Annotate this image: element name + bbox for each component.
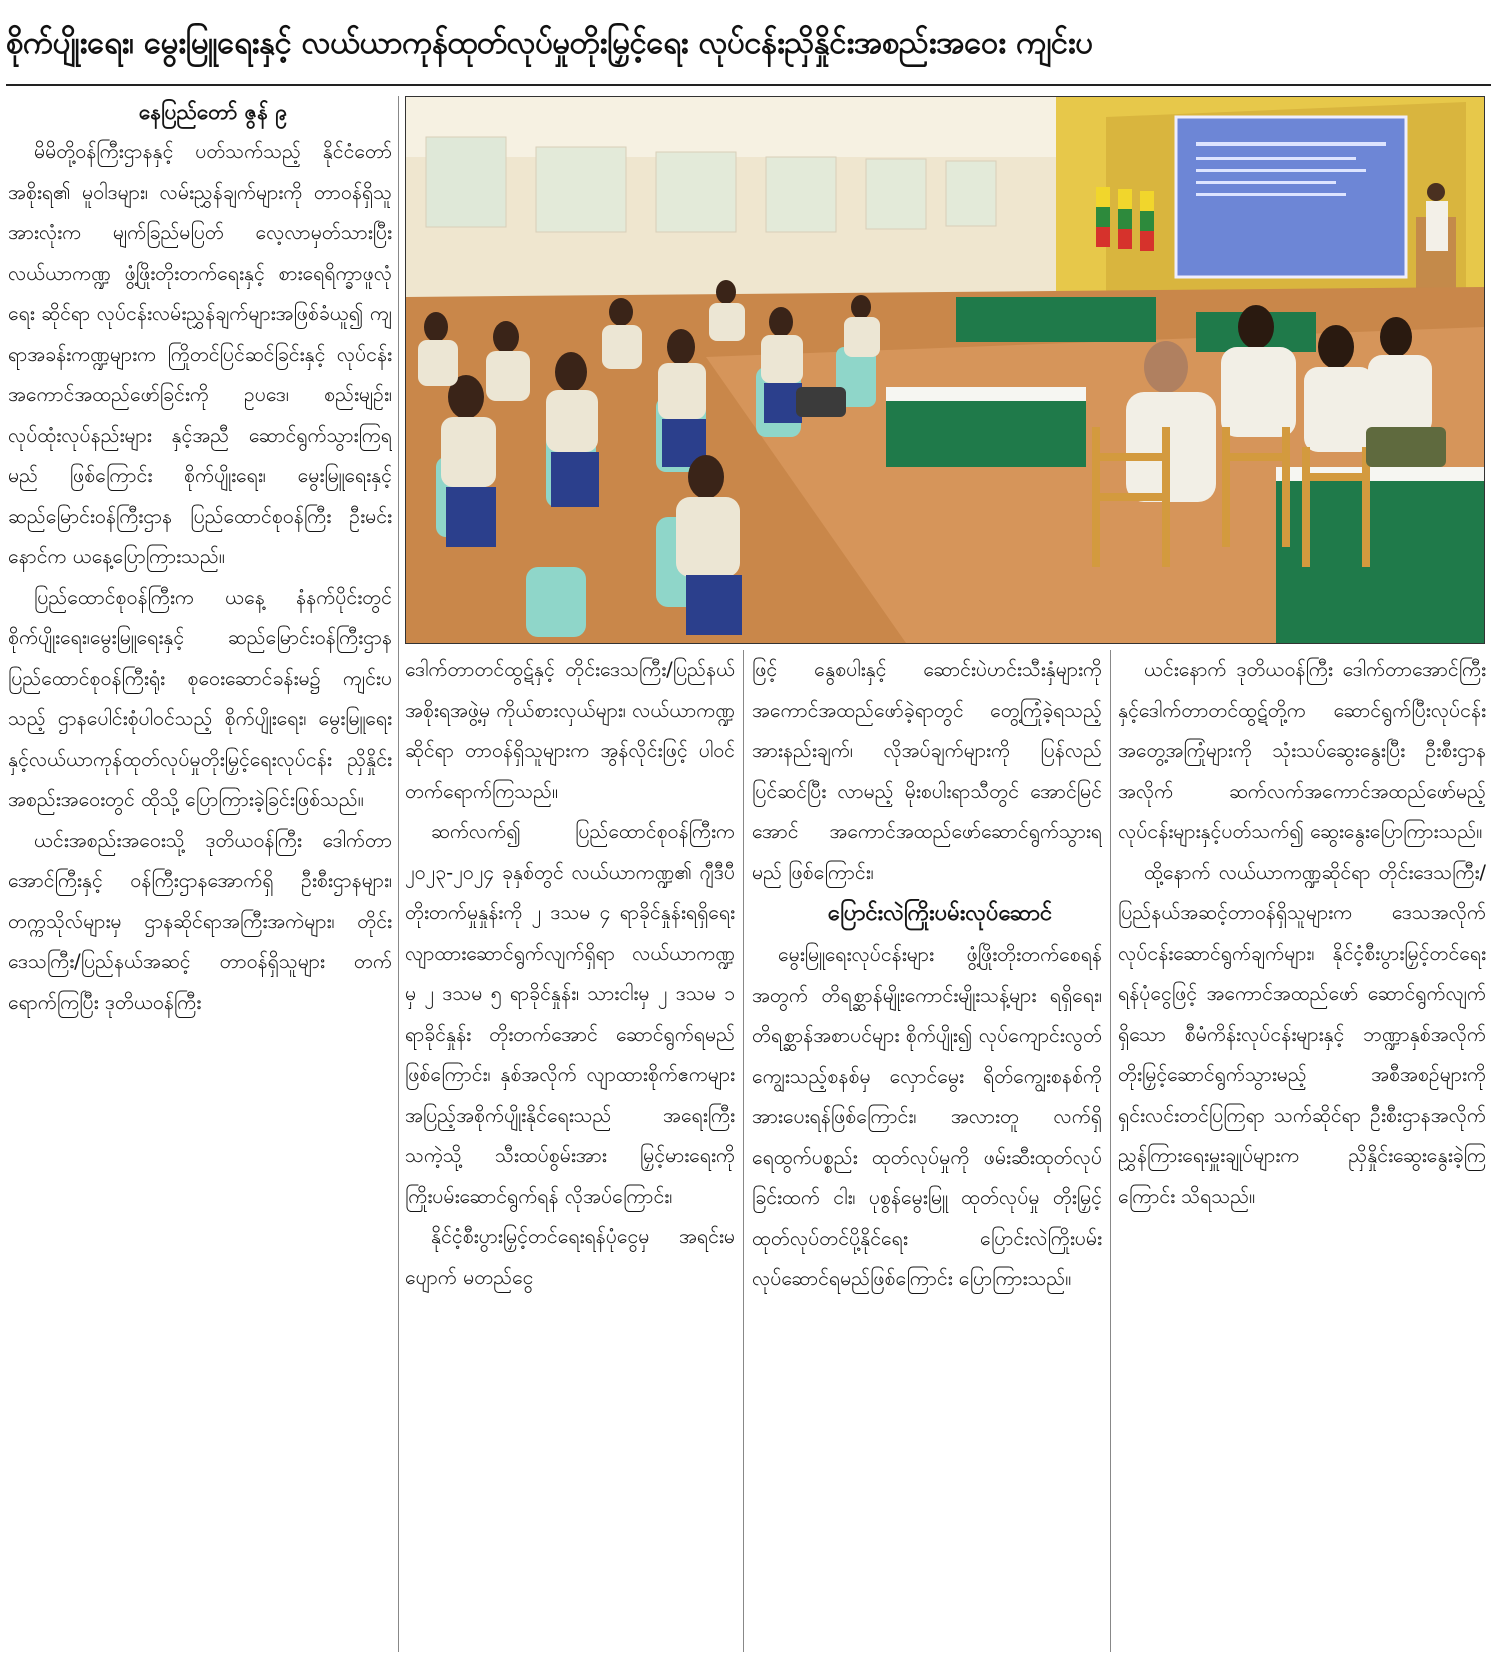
projection-screen	[1176, 117, 1406, 277]
paragraph: ယင်းအစည်းအဝေးသို့ ဒုတိယဝန်ကြီး ဒေါက်တာအောင်ကြီးနှင့် ဝန်ကြီးဌာနအောက်ရှိ ဦးစီးဌာနများ၊ တက္ကသိုလ်များမှ ဌာနဆိုင်ရာအကြီးအကဲများ၊ တိုင်းဒေသကြီး/ပြည်နယ်အဆင့် တာဝန်ရှိသူများ တက်ရောက်ကြပြီး ဒုတိယဝန်ကြီး	[8, 828, 392, 1014]
column-divider	[743, 650, 744, 1652]
meeting-hall-illustration	[406, 97, 1484, 643]
headline-rule	[6, 84, 1491, 86]
article-column-3	[752, 650, 1102, 1652]
paragraph: ဒေါက်တာတင်ထွဋ်နှင့် တိုင်းဒေသကြီး/ပြည်နယ် အစိုးရအဖွဲ့မှ ကိုယ်စားလှယ်များ၊ လယ်ယာကဏ္ဍဆိုင်ရာ တာဝန်ရှိသူများက အွန်လိုင်းဖြင့် ပါဝင်တက်ရောက်ကြသည်။	[405, 658, 735, 803]
column-divider	[1110, 650, 1111, 1652]
front-table	[886, 397, 1086, 467]
paragraph: ယင်းနောက် ဒုတိယဝန်ကြီး ဒေါက်တာအောင်ကြီးနှင့်ဒေါက်တာတင်ထွဋ်တို့က ဆောင်ရွက်ပြီးလုပ်ငန်းအတွေ့အကြုံများကို သုံးသပ်ဆွေးနွေးပြီး ဦးစီးဌာနအလိုက် ဆက်လက်အကောင်အထည်ဖော်မည့် လုပ်ငန်းများနှင့်ပတ်သက်၍ ဆွေးနွေးပြောကြားသည်။	[1118, 658, 1486, 843]
paragraph: ထို့နောက် လယ်ယာကဏ္ဍဆိုင်ရာ တိုင်းဒေသကြီး/ပြည်နယ်အဆင့်တာဝန်ရှိသူများက ဒေသအလိုက် လုပ်ငန်းဆောင်ရွက်ချက်များ၊ နိုင်ငံ့စီးပွားမြှင့်တင်ရေးရန်ပုံငွေဖြင့် အကောင်အထည်ဖော် ဆောင်ရွက်လျက်ရှိသော စီမံကိန်းလုပ်ငန်းများနှင့် ဘဏ္ဍာနှစ်အလိုက် တိုးမြှင့်ဆောင်ရွက်သွားမည့် အစီအစဉ်များကို ရှင်းလင်းတင်ပြကြရာ သက်ဆိုင်ရာ ဦးစီးဌာနအလိုက် ညွှန်ကြားရေးမှူးချုပ်များက ညှိနှိုင်းဆွေးနွေးခဲ့ကြကြောင်း သိရသည်။	[1118, 860, 1486, 1208]
column-divider	[398, 96, 399, 1652]
paragraph: မိမိတို့ဝန်ကြီးဌာနနှင့် ပတ်သက်သည့် နိုင်ငံတော်အစိုးရ၏ မူဝါဒများ၊ လမ်းညွှန်ချက်များကို တာဝန်ရှိသူအားလုံးက မျက်ခြည်မပြတ် လေ့လာမှတ်သားပြီး လယ်ယာကဏ္ဍ ဖွံ့ဖြိုးတိုးတက်ရေးနှင့် စားရေရိက္ခာဖူလုံရေး ဆိုင်ရာ လုပ်ငန်းလမ်းညွှန်ချက်များအဖြစ်ခံယူ၍ ကျရာအခန်းကဏ္ဍများက ကြိုတင်ပြင်ဆင်ခြင်းနှင့် လုပ်ငန်းအကောင်အထည်ဖော်ခြင်းကို ဥပဒေ၊ စည်းမျဉ်း၊ လုပ်ထုံးလုပ်နည်းများ နှင့်အညီ ဆောင်ရွက်သွားကြရမည် ဖြစ်ကြောင်း စိုက်ပျိုးရေး၊ မွေးမြူရေးနှင့် ဆည်မြောင်းဝန်ကြီးဌာန ပြည်ထောင်စုဝန်ကြီး ဦးမင်းနောင်က ယနေ့ပြောကြားသည်။	[8, 140, 392, 568]
article-column-1	[8, 92, 392, 1652]
article-headline: စိုက်ပျိုးရေး၊ မွေးမြူရေးနှင့် လယ်ယာကုန်ထုတ်လုပ်မှုတိုးမြှင့်ရေး လုပ်ငန်းညှိနှိုင်းအစည်းအဝေး ကျင်းပ	[6, 25, 1093, 61]
paragraph: မွေးမြူရေးလုပ်ငန်းများ ဖွံ့ဖြိုးတိုးတက်စေရန်အတွက် တိရစ္ဆာန်မျိုးကောင်းမျိုးသန့်များ ရရှိရေး၊ တိရစ္ဆာန်အစာပင်များ စိုက်ပျိုး၍ လုပ်ကျောင်းလွတ်ကျွေးသည့်စနစ်မှ လှောင်မွေး ရိတ်ကျွေးစနစ်ကို အားပေးရန်ဖြစ်ကြောင်း၊ အလားတူ လက်ရှိရေထွက်ပစ္စည်း ထုတ်လုပ်မှုကို ဖမ်းဆီးထုတ်လုပ်ခြင်းထက် ငါး၊ ပုစွန်မွေးမြူ ထုတ်လုပ်မှု တိုးမြှင့်ထုတ်လုပ်တင်ပို့နိုင်ရေး ပြောင်းလဲကြိုးပမ်းလုပ်ဆောင်ရမည်ဖြစ်ကြောင်း ပြောကြားသည်။	[752, 943, 1102, 1290]
article-column-4	[1118, 650, 1486, 1652]
article-column-2	[405, 650, 735, 1652]
meeting-photo	[405, 96, 1485, 644]
paragraph: ဖြင့် နွေစပါးနှင့် ဆောင်းပဲဟင်းသီးနှံများကို အကောင်အထည်ဖော်ခဲ့ရာတွင် တွေ့ကြုံခဲ့ရသည့် အားနည်းချက်၊ လိုအပ်ချက်များကို ပြန်လည်ပြင်ဆင်ပြီး လာမည့် မိုးစပါးရာသီတွင် အောင်မြင်အောင် အကောင်အထည်ဖော်ဆောင်ရွက်သွားရမည် ဖြစ်ကြောင်း၊	[752, 658, 1102, 884]
paragraph: ဆက်လက်၍ ပြည်ထောင်စုဝန်ကြီးက ၂၀၂၃-၂၀၂၄ ခုနှစ်တွင် လယ်ယာကဏ္ဍ၏ ဂျီဒီပီတိုးတက်မှုနှုန်းကို ၂ ဒသမ ၄ ရာခိုင်နှုန်းရရှိရေး လျာထားဆောင်ရွက်လျက်ရှိရာ လယ်ယာကဏ္ဍမှ ၂ ဒသမ ၅ ရာခိုင်နှုန်း၊ သားငါးမှ ၂ ဒသမ ၁ ရာခိုင်နှုန်း တိုးတက်အောင် ဆောင်ရွက်ရမည်ဖြစ်ကြောင်း၊ နှစ်အလိုက် လျာထားစိုက်ဧကများ အပြည့်အစိုက်ပျိုးနိုင်ရေးသည် အရေးကြီးသကဲ့သို့ သီးထပ်စွမ်းအား မြှင့်မားရေးကို ကြိုးပမ်းဆောင်ရွက်ရန် လိုအပ်ကြောင်း၊	[405, 820, 735, 1208]
head-table	[956, 297, 1156, 342]
dateline: နေပြည်တော် ဇွန် ၉	[138, 100, 288, 124]
subheading: ပြောင်းလဲကြိုးပမ်းလုပ်ဆောင်	[827, 901, 1053, 926]
paragraph: နိုင်ငံ့စီးပွားမြှင့်တင်ရေးရန်ပုံငွေမှ အရင်းမပျောက် မတည်ငွေ	[405, 1225, 735, 1289]
paragraph: ပြည်ထောင်စုဝန်ကြီးက ယနေ့ နံနက်ပိုင်းတွင် စိုက်ပျိုးရေး၊မွေးမြူရေးနှင့် ဆည်မြောင်းဝန်ကြီးဌာန ပြည်ထောင်စုဝန်ကြီးရုံး စုဝေးဆောင်ခန်းမ၌ ကျင်းပသည့် ဌာနပေါင်းစုံပါဝင်သည့် စိုက်ပျိုးရေး၊ မွေးမြူရေးနှင့်လယ်ယာကုန်ထုတ်လုပ်မှုတိုးမြှင့်ရေးလုပ်ငန်း ညှိနှိုင်းအစည်းအဝေးတွင် ထိုသို့ ပြောကြားခဲ့ခြင်းဖြစ်သည်။	[8, 585, 392, 811]
